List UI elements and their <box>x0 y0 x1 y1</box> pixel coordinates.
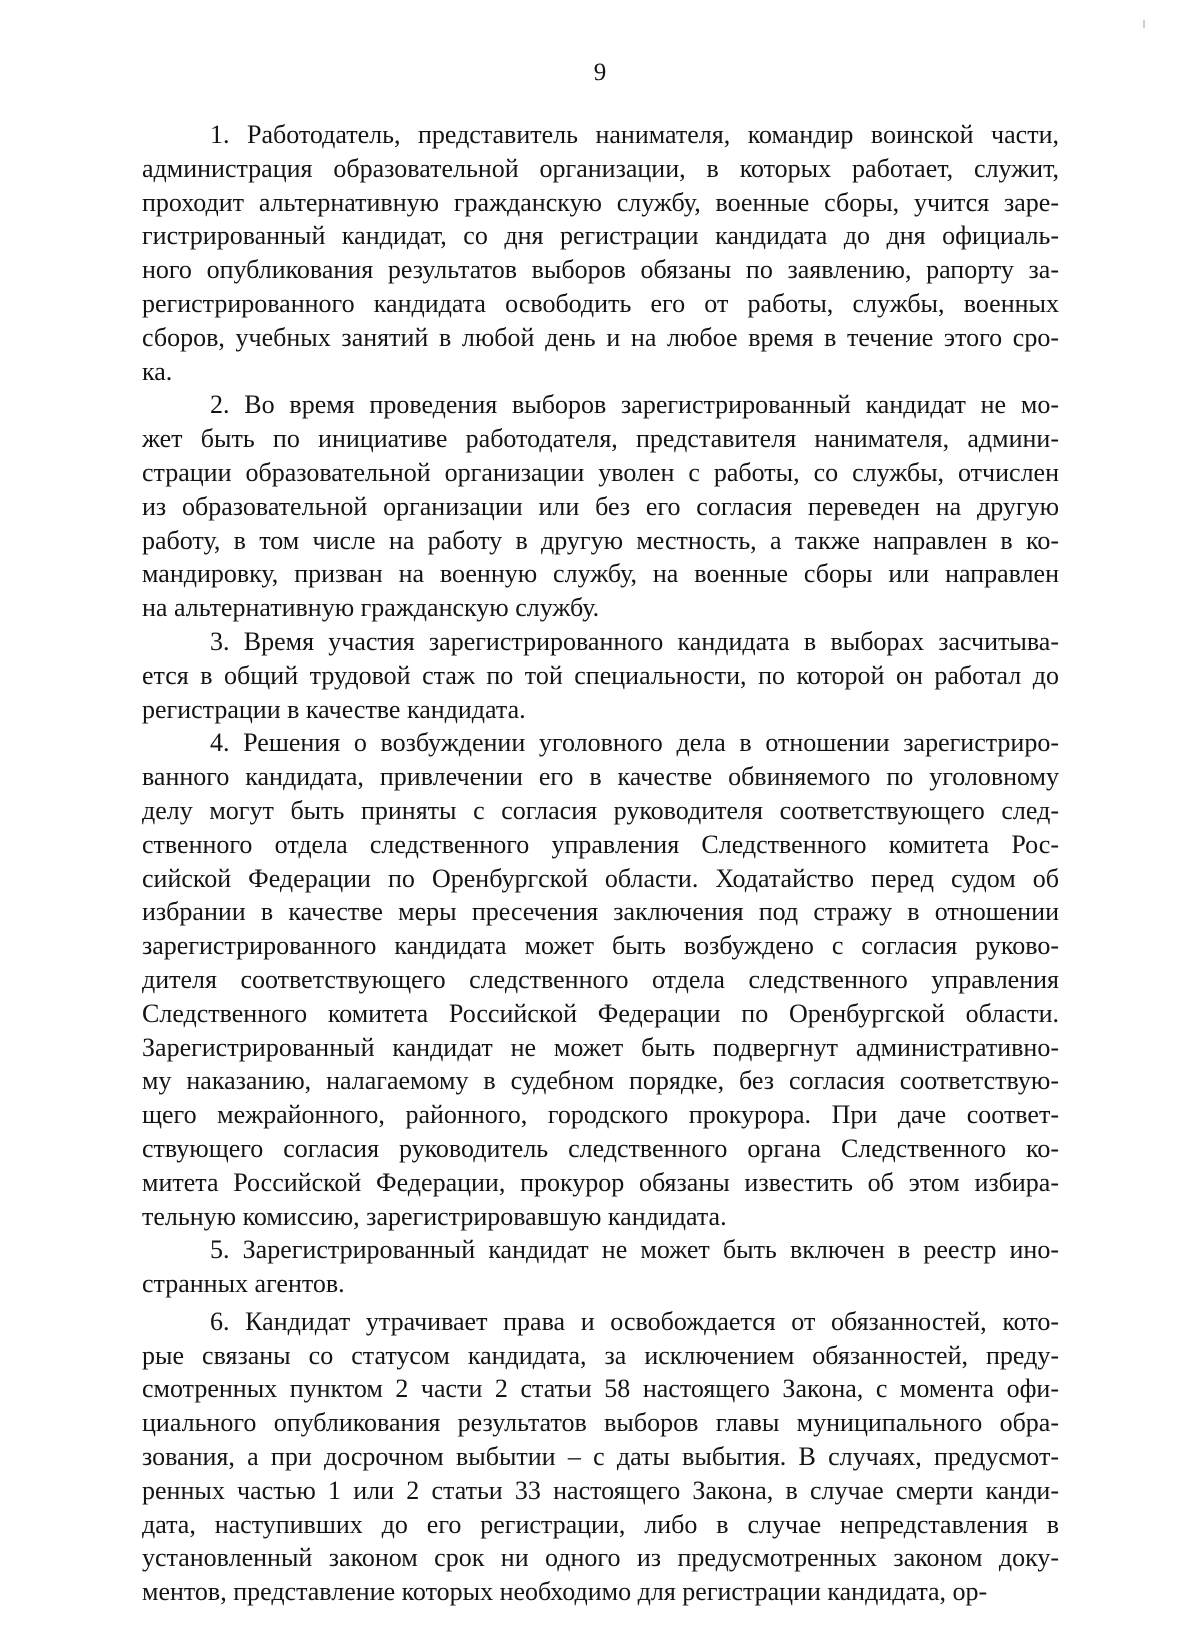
text-line: регистрации в качестве кандидата. <box>142 694 526 724</box>
text-line: 5. Зарегистрированный кандидат не может быть включен в реестр ино- <box>210 1235 1059 1265</box>
text-line: ментов, представление которых необходимо для регистрации кандидата, ор- <box>142 1577 988 1607</box>
scan-artifact <box>1143 20 1145 28</box>
text-line: ствующего согласия руководитель следственного органа Следственного ко- <box>142 1133 1059 1163</box>
text-line: делу могут быть приняты с согласия руководителя соответствующего след- <box>142 795 1059 825</box>
text-line: ного опубликования результатов выборов обязаны по заявлению, рапорту за- <box>142 255 1059 285</box>
text-line: тельную комиссию, зарегистрировавшую кандидата. <box>142 1201 727 1231</box>
text-line: смотренных пунктом 2 части 2 статьи 58 настоящего Закона, с момента офи- <box>142 1374 1059 1404</box>
text-line: ственного отдела следственного управления Следственного комитета Рос- <box>142 829 1059 859</box>
text-line: 2. Во время проведения выборов зарегистрированный кандидат не мо- <box>210 390 1059 420</box>
text-line: на альтернативную гражданскую службу. <box>142 593 600 623</box>
paragraph-p6 <box>142 1305 1059 1609</box>
text-line: зования, а при досрочном выбытии – с даты выбытия. В случаях, предусмот- <box>142 1442 1059 1472</box>
text-line: му наказанию, налагаемому в судебном порядке, без согласия соответствую- <box>142 1066 1059 1096</box>
page-number: 9 <box>593 59 607 86</box>
text-line: сборов, учебных занятий в любой день и на любое время в течение этого сро- <box>142 322 1059 352</box>
text-line: регистрированного кандидата освободить его от работы, службы, военных <box>142 288 1059 318</box>
document-body <box>142 118 1059 1609</box>
text-line: 4. Решения о возбуждении уголовного дела в отношении зарегистриро- <box>210 728 1059 758</box>
text-line: 3. Время участия зарегистрированного кандидата в выборах засчитыва- <box>210 626 1059 656</box>
text-line: ется в общий трудовой стаж по той специальности, по которой он работал до <box>142 660 1059 690</box>
paragraph-p4 <box>142 726 1059 1233</box>
text-line: ванного кандидата, привлечении его в качестве обвиняемого по уголовному <box>142 762 1059 792</box>
text-line: из образовательной организации или без его согласия переведен на другую <box>142 491 1059 521</box>
paragraph-p1 <box>142 118 1059 388</box>
text-line: гистрированный кандидат, со дня регистрации кандидата до дня официаль- <box>142 221 1059 251</box>
text-line: сийской Федерации по Оренбургской области. Ходатайство перед судом об <box>142 863 1059 893</box>
text-line: избрании в качестве меры пресечения заключения под стражу в отношении <box>142 897 1059 927</box>
text-line: установленный законом срок ни одного из предусмотренных законом доку- <box>142 1543 1059 1573</box>
text-line: ка. <box>142 356 173 386</box>
text-line: проходит альтернативную гражданскую службу, военные сборы, учится заре- <box>142 187 1059 217</box>
text-line: 1. Работодатель, представитель нанимателя, командир воинской части, <box>210 120 1059 149</box>
text-line: щего межрайонного, районного, городского прокурора. При даче соответ- <box>142 1100 1059 1130</box>
text-line: митета Российской Федерации, прокурор обязаны известить об этом избира- <box>142 1167 1059 1197</box>
text-line: странных агентов. <box>142 1269 345 1299</box>
text-line: циального опубликования результатов выборов главы муниципального обра- <box>142 1408 1059 1438</box>
text-line: жет быть по инициативе работодателя, представителя нанимателя, админи- <box>142 424 1059 454</box>
text-line: зарегистрированного кандидата может быть возбуждено с согласия руково- <box>142 931 1059 961</box>
text-line: ренных частью 1 или 2 статьи 33 настоящего Закона, в случае смерти канди- <box>142 1475 1059 1505</box>
text-line: рые связаны со статусом кандидата, за исключением обязанностей, преду- <box>142 1340 1059 1370</box>
text-line: мандировку, призван на военную службу, на военные сборы или направлен <box>142 559 1059 589</box>
text-line: Следственного комитета Российской Федерации по Оренбургской области. <box>142 998 1059 1028</box>
text-line: 6. Кандидат утрачивает права и освобождается от обязанностей, кото- <box>210 1306 1059 1336</box>
text-line: работу, в том числе на работу в другую местность, а также направлен в ко- <box>142 525 1059 555</box>
paragraph-p2 <box>142 388 1059 625</box>
paragraph-p5 <box>142 1233 1059 1301</box>
text-line: страции образовательной организации уволен с работы, со службы, отчислен <box>142 457 1059 487</box>
text-line: дителя соответствующего следственного отдела следственного управления <box>142 964 1059 994</box>
text-line: Зарегистрированный кандидат не может быть подвергнут административно- <box>142 1032 1059 1062</box>
paragraph-p3 <box>142 625 1059 726</box>
text-line: администрация образовательной организации, в которых работает, служит, <box>142 153 1059 183</box>
text-line: дата, наступивших до его регистрации, либо в случае непредставления в <box>142 1509 1059 1539</box>
